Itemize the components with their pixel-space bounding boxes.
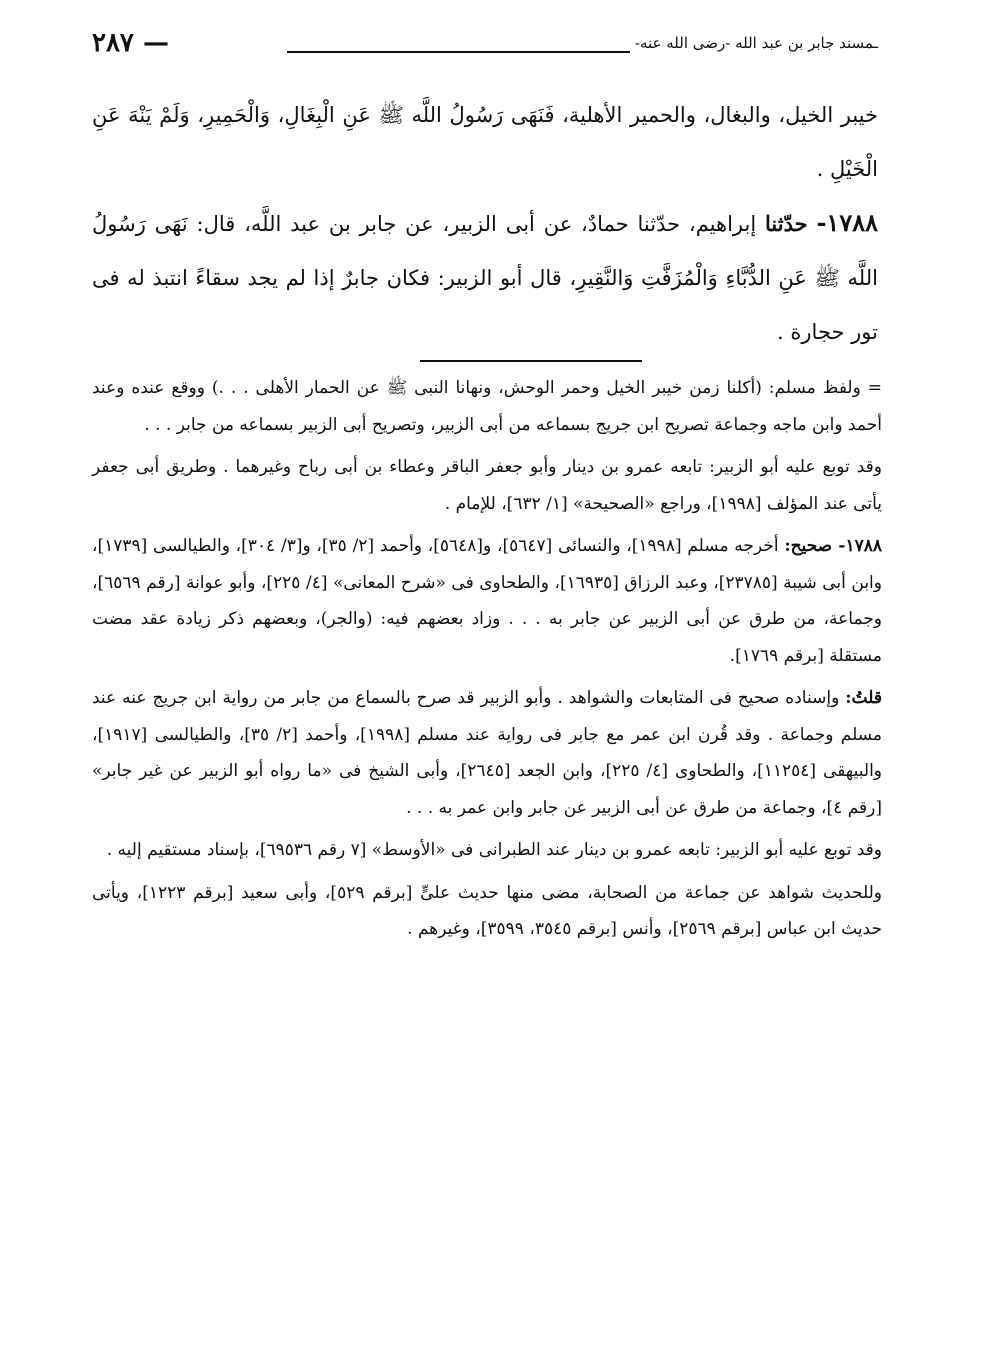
footnotes bbox=[92, 370, 882, 954]
hadith-1788-text bbox=[92, 196, 878, 359]
footnote bbox=[92, 370, 882, 443]
footnote bbox=[92, 449, 882, 522]
continued-hadith bbox=[92, 88, 878, 196]
hadith-body: إبراهيم، حدّثنا حمادٌ، عن أبى الزبير، عن جابر بن عبد اللَّه، قال: نَهَى رَسُولُ اللَّه ﷺ عَنِ الدُّبَّاءِ وَالْمُزَفَّتِ وَالنَّقِيرِ، قال أبو الزبير: فكان جابرٌ إذا لم يجد سقاءً انتبذ له فى تور حجارة . bbox=[92, 212, 878, 344]
hadith-number: ١٧٨٨- bbox=[816, 208, 878, 237]
footnote-lead: قلتُ: bbox=[845, 688, 882, 708]
footnote-text: أخرجه مسلم [١٩٩٨]، والنسائى [٥٦٤٧]، و[٥٦٤٨]، وأحمد [٢/ ٣٥]، و[٣/ ٣٠٤]، والطيالسى [١٧٣٩]، وابن أبى شيبة [٢٣٧٨٥]، وعبد الرزاق [١٦٩٣٥]، والطحاوى فى «شرح المعانى» [٤/ ٢٢٥]، وأبو عوانة [رقم ٦٥٦٩]، وجماعة، من طرق عن أبى الزبير عن جابر به . . . وزاد بعضهم فيه: (والجر)، وبعضهم ذكر زيادة عقد مضت مستقلة [برقم ١٧٦٩]. bbox=[92, 536, 882, 666]
footnote bbox=[92, 832, 882, 869]
page-number: ٢٨٧ — bbox=[92, 28, 169, 58]
footnote-separator bbox=[420, 360, 642, 362]
footnote-text: وإسناده صحيح فى المتابعات والشواهد . وأبو الزبير قد صرح بالسماع من جابر من رواية ابن جريج عنه عند مسلم وجماعة . وقد قُرن ابن عمر مع جابر فى رواية عند مسلم [١٩٩٨]، وأحمد [٢/ ٣٥]، والطيالسى [١٩١٧]، والبيهقى [١١٢٥٤]، والطحاوى [٤/ ٢٢٥]، وابن الجعد [٢٦٤٥]، وأبى الشيخ فى «ما رواه أبو الزبير عن غير جابر» [رقم ٤]، وجماعة من طرق عن أبى الزبير عن جابر وابن عمر به . . . bbox=[92, 688, 882, 818]
continued-hadith-text: خيبر الخيل، والبغال، والحمير الأهلية، فَنَهَى رَسُولُ اللَّه ﷺ عَنِ الْبِغَالِ، وَالْحَمِيرِ، وَلَمْ يَنْهَ عَنِ الْخَيْلِ . bbox=[92, 103, 878, 181]
page-header bbox=[92, 20, 878, 70]
footnote-text: وللحديث شواهد عن جماعة من الصحابة، مضى منها حديث علىٍّ [برقم ٥٢٩]، وأبى سعيد [برقم ١٢٢٣]، ويأتى حديث ابن عباس [برقم ٢٥٦٩]، وأنس [برقم ٣٥٤٥، ٣٥٩٩]، وغيرهم . bbox=[92, 882, 882, 939]
footnote bbox=[92, 680, 882, 826]
footnote-lead: ١٧٨٨- صحيح: bbox=[784, 536, 882, 556]
footnote bbox=[92, 528, 882, 674]
footnote-text: وقد توبع عليه أبو الزبير: تابعه عمرو بن دينار وأبو جعفر الباقر وعطاء بن أبى رباح وغيرهما . وطريق أبى جعفر يأتى عند المؤلف [١٩٩٨]، وراجع «الصحيحة» [١/ ٦٣٢]، للإمام . bbox=[92, 457, 882, 514]
header-rule bbox=[287, 51, 630, 53]
running-title: ـمسند جابر بن عبد الله -رضى الله عنه- bbox=[634, 34, 878, 52]
hadith-1788 bbox=[92, 196, 878, 359]
footnote-text: = ولفظ مسلم: (أكلنا زمن خيبر الخيل وحمر الوحش، ونهانا النبى ﷺ عن الحمار الأهلى . . .) ووقع عنده وعند أحمد وابن ماجه وجماعة تصريح ابن جريج بسماعه من أبى الزبير، وتصريح أبى الزبير بسماعه من جابر . . . bbox=[92, 378, 882, 435]
footnote-text: وقد توبع عليه أبو الزبير: تابعه عمرو بن دينار عند الطبرانى فى «الأوسط» [٧ رقم ٦٩٥٣٦]، بإسناد مستقيم إليه . bbox=[106, 840, 882, 860]
footnote bbox=[92, 875, 882, 948]
hadith-opening: حدّثنا bbox=[765, 211, 808, 236]
